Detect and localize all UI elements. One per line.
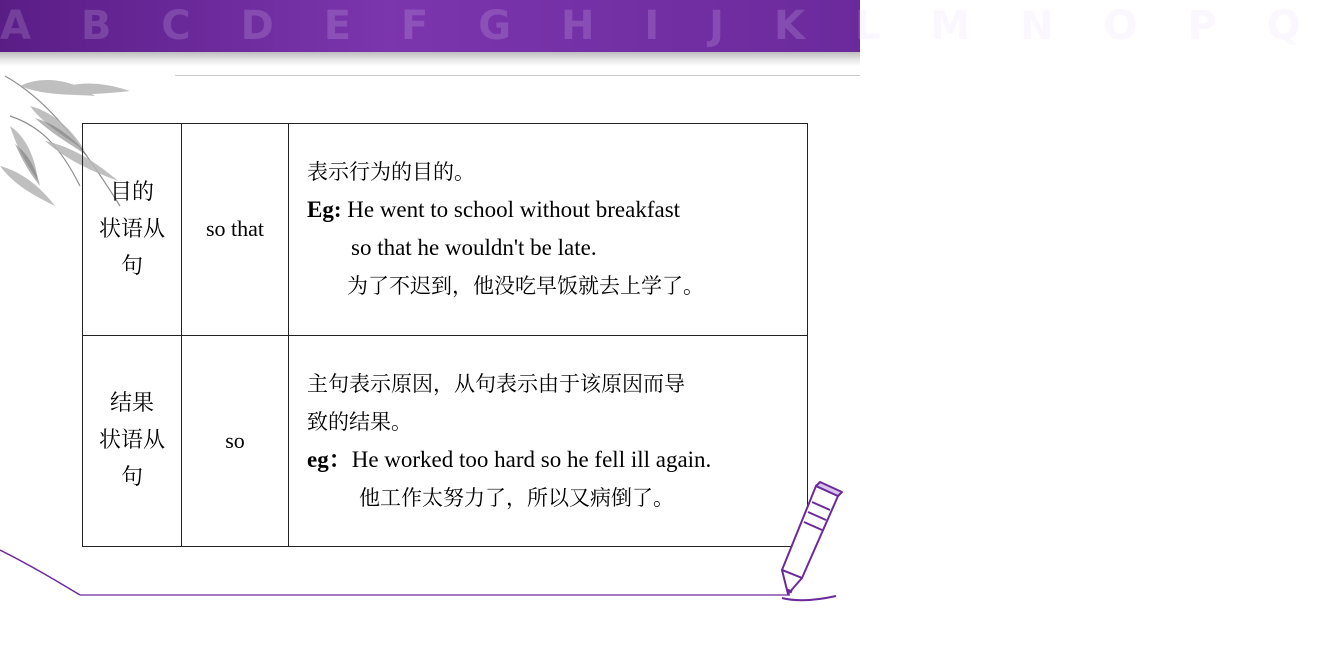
- translation-text: 为了不迟到，他没吃早饭就去上学了。: [347, 274, 704, 299]
- clause-type-line: 目的: [109, 179, 154, 205]
- clause-type-line: 句: [120, 253, 143, 279]
- conjunction-cell: so that: [182, 124, 289, 336]
- example-line: [307, 191, 807, 229]
- description-cell: [289, 335, 808, 547]
- description-text: 表示行为的目的。: [307, 160, 475, 185]
- bottom-curve-lines: [0, 540, 860, 610]
- example-line-continued: so that he wouldn't be late.: [351, 235, 597, 261]
- example-tag: eg：: [307, 446, 352, 472]
- top-divider: [175, 75, 860, 76]
- clause-type-cell: [83, 335, 182, 547]
- description-cell: [289, 124, 808, 336]
- clause-table: [82, 123, 808, 547]
- description-text: 主句表示原因，从句表示由于该原因而导: [307, 371, 685, 396]
- example-tag: Eg:: [307, 197, 342, 223]
- translation-text: 他工作太努力了，所以又病倒了。: [359, 485, 674, 510]
- example-text: He went to school without breakfast: [341, 197, 681, 223]
- description-text-continued: 致的结果。: [307, 409, 412, 434]
- clause-type-line: 状语从: [98, 428, 165, 454]
- table-row: [83, 124, 808, 336]
- letters-pattern-icon: A B C D E F G H I J K L M N O P Q: [0, 3, 1319, 49]
- clause-type-line: 结果: [109, 391, 154, 417]
- clause-type-line: 句: [120, 465, 143, 491]
- header-banner: [0, 0, 1319, 52]
- example-line: [307, 441, 807, 479]
- conjunction-cell: so: [182, 335, 289, 547]
- pencil-icon: [768, 478, 848, 608]
- clause-type-cell: [83, 124, 182, 336]
- table-row: [83, 335, 808, 547]
- clause-type-line: 状语从: [98, 216, 165, 242]
- example-text: He worked too hard so he fell ill again.: [351, 446, 712, 472]
